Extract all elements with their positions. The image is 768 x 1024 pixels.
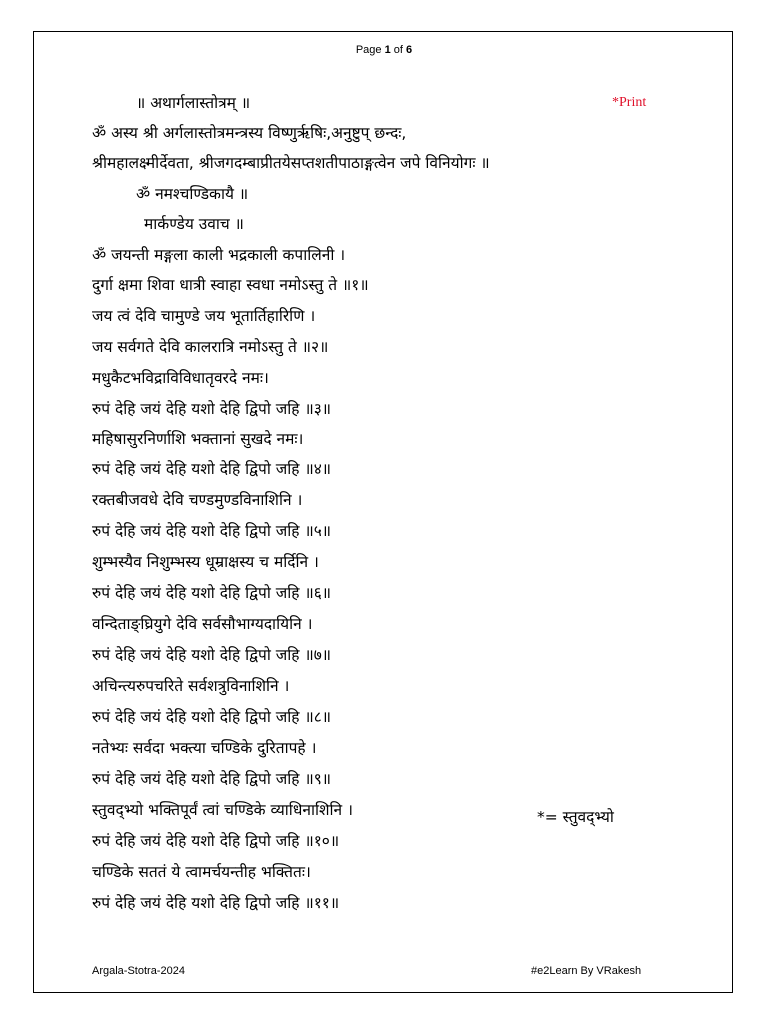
stotra-line: रुपं देहि जयं देहि यशो देहि द्विपो जहि ॥९॥ (92, 770, 332, 788)
stotra-line: महिषासुरनिर्णाशि भक्तानां सुखदे नमः। (92, 430, 304, 448)
stotra-line: ॐ जयन्ती मङ्गला काली भद्रकाली कपालिनी । (92, 246, 346, 264)
stotra-line: मार्कण्डेय उवाच ॥ (144, 215, 244, 233)
stotra-line: रुपं देहि जयं देहि यशो देहि द्विपो जहि ॥३॥ (92, 400, 332, 418)
stotra-line: जय सर्वगते देवि कालरात्रि नमोऽस्तु ते ॥२॥ (92, 338, 329, 356)
print-link[interactable]: *Print (612, 95, 647, 110)
footer-credit: #e2Learn By VRakesh (531, 965, 642, 977)
stotra-title: ॥ अथार्गलास्तोत्रम् ॥ (136, 94, 251, 112)
stotra-line: वन्दिताङ्घ्रियुगे देवि सर्वसौभाग्यदायिनि । (92, 615, 313, 633)
stotra-line: दुर्गा क्षमा शिवा धात्री स्वाहा स्वधा नमोऽस्तु ते ॥१॥ (92, 276, 369, 294)
footer-title: Argala-Stotra-2024 (92, 965, 185, 977)
stotra-line: जय त्वं देवि चामुण्डे जय भूतार्तिहारिणि । (92, 307, 316, 325)
page-current: 1 (384, 44, 391, 56)
stotra-line: रुपं देहि जयं देहि यशो देहि द्विपो जहि ॥११॥ (92, 894, 340, 912)
stotra-line: शुम्भस्यैव निशुम्भस्य धूम्राक्षस्य च मर्दिनि । (92, 553, 319, 571)
page-header (0, 44, 768, 56)
stotra-line: रुपं देहि जयं देहि यशो देहि द्विपो जहि ॥१०॥ (92, 832, 340, 850)
stotra-line: मधुकैटभविद्राविविधातृवरदे नमः। (92, 369, 269, 387)
stotra-line: नतेभ्यः सर्वदा भक्त्या चण्डिके दुरितापहे । (92, 739, 317, 757)
page-total: 6 (406, 44, 413, 56)
stotra-line: ॐ नमश्चण्डिकायै ॥ (136, 185, 249, 203)
page-of-label: of (390, 44, 407, 56)
stotra-line: रुपं देहि जयं देहि यशो देहि द्विपो जहि ॥८॥ (92, 708, 332, 726)
stotra-line: रुपं देहि जयं देहि यशो देहि द्विपो जहि ॥७॥ (92, 646, 332, 664)
page-label: Page (355, 44, 385, 56)
stotra-line: ॐ अस्य श्री अर्गलास्तोत्रमन्त्रस्य विष्णुर्ऋषिः,अनुष्टुप् छन्दः, (92, 124, 407, 142)
stotra-line: रुपं देहि जयं देहि यशो देहि द्विपो जहि ॥४॥ (92, 460, 332, 478)
stotra-line: रक्तबीजवधे देवि चण्डमुण्डविनाशिनि । (92, 491, 303, 509)
footnote-variant: *= स्तुवद्भ्यो (537, 808, 614, 826)
stotra-line: श्रीमहालक्ष्मीर्देवता, श्रीजगदम्बाप्रीतयेसप्तशतीपाठाङ्गत्वेन जपे विनियोगः ॥ (92, 154, 490, 172)
stotra-line: रुपं देहि जयं देहि यशो देहि द्विपो जहि ॥५॥ (92, 522, 332, 540)
stotra-line: अचिन्त्यरुपचरिते सर्वशत्रुविनाशिनि । (92, 677, 290, 695)
stotra-line: रुपं देहि जयं देहि यशो देहि द्विपो जहि ॥६॥ (92, 584, 332, 602)
stotra-line: स्तुवद्भ्यो भक्तिपूर्वं त्वां चण्डिके व्याधिनाशिनि । (92, 801, 353, 819)
stotra-line: चण्डिके सततं ये त्वामर्चयन्तीह भक्तितः। (92, 863, 311, 881)
